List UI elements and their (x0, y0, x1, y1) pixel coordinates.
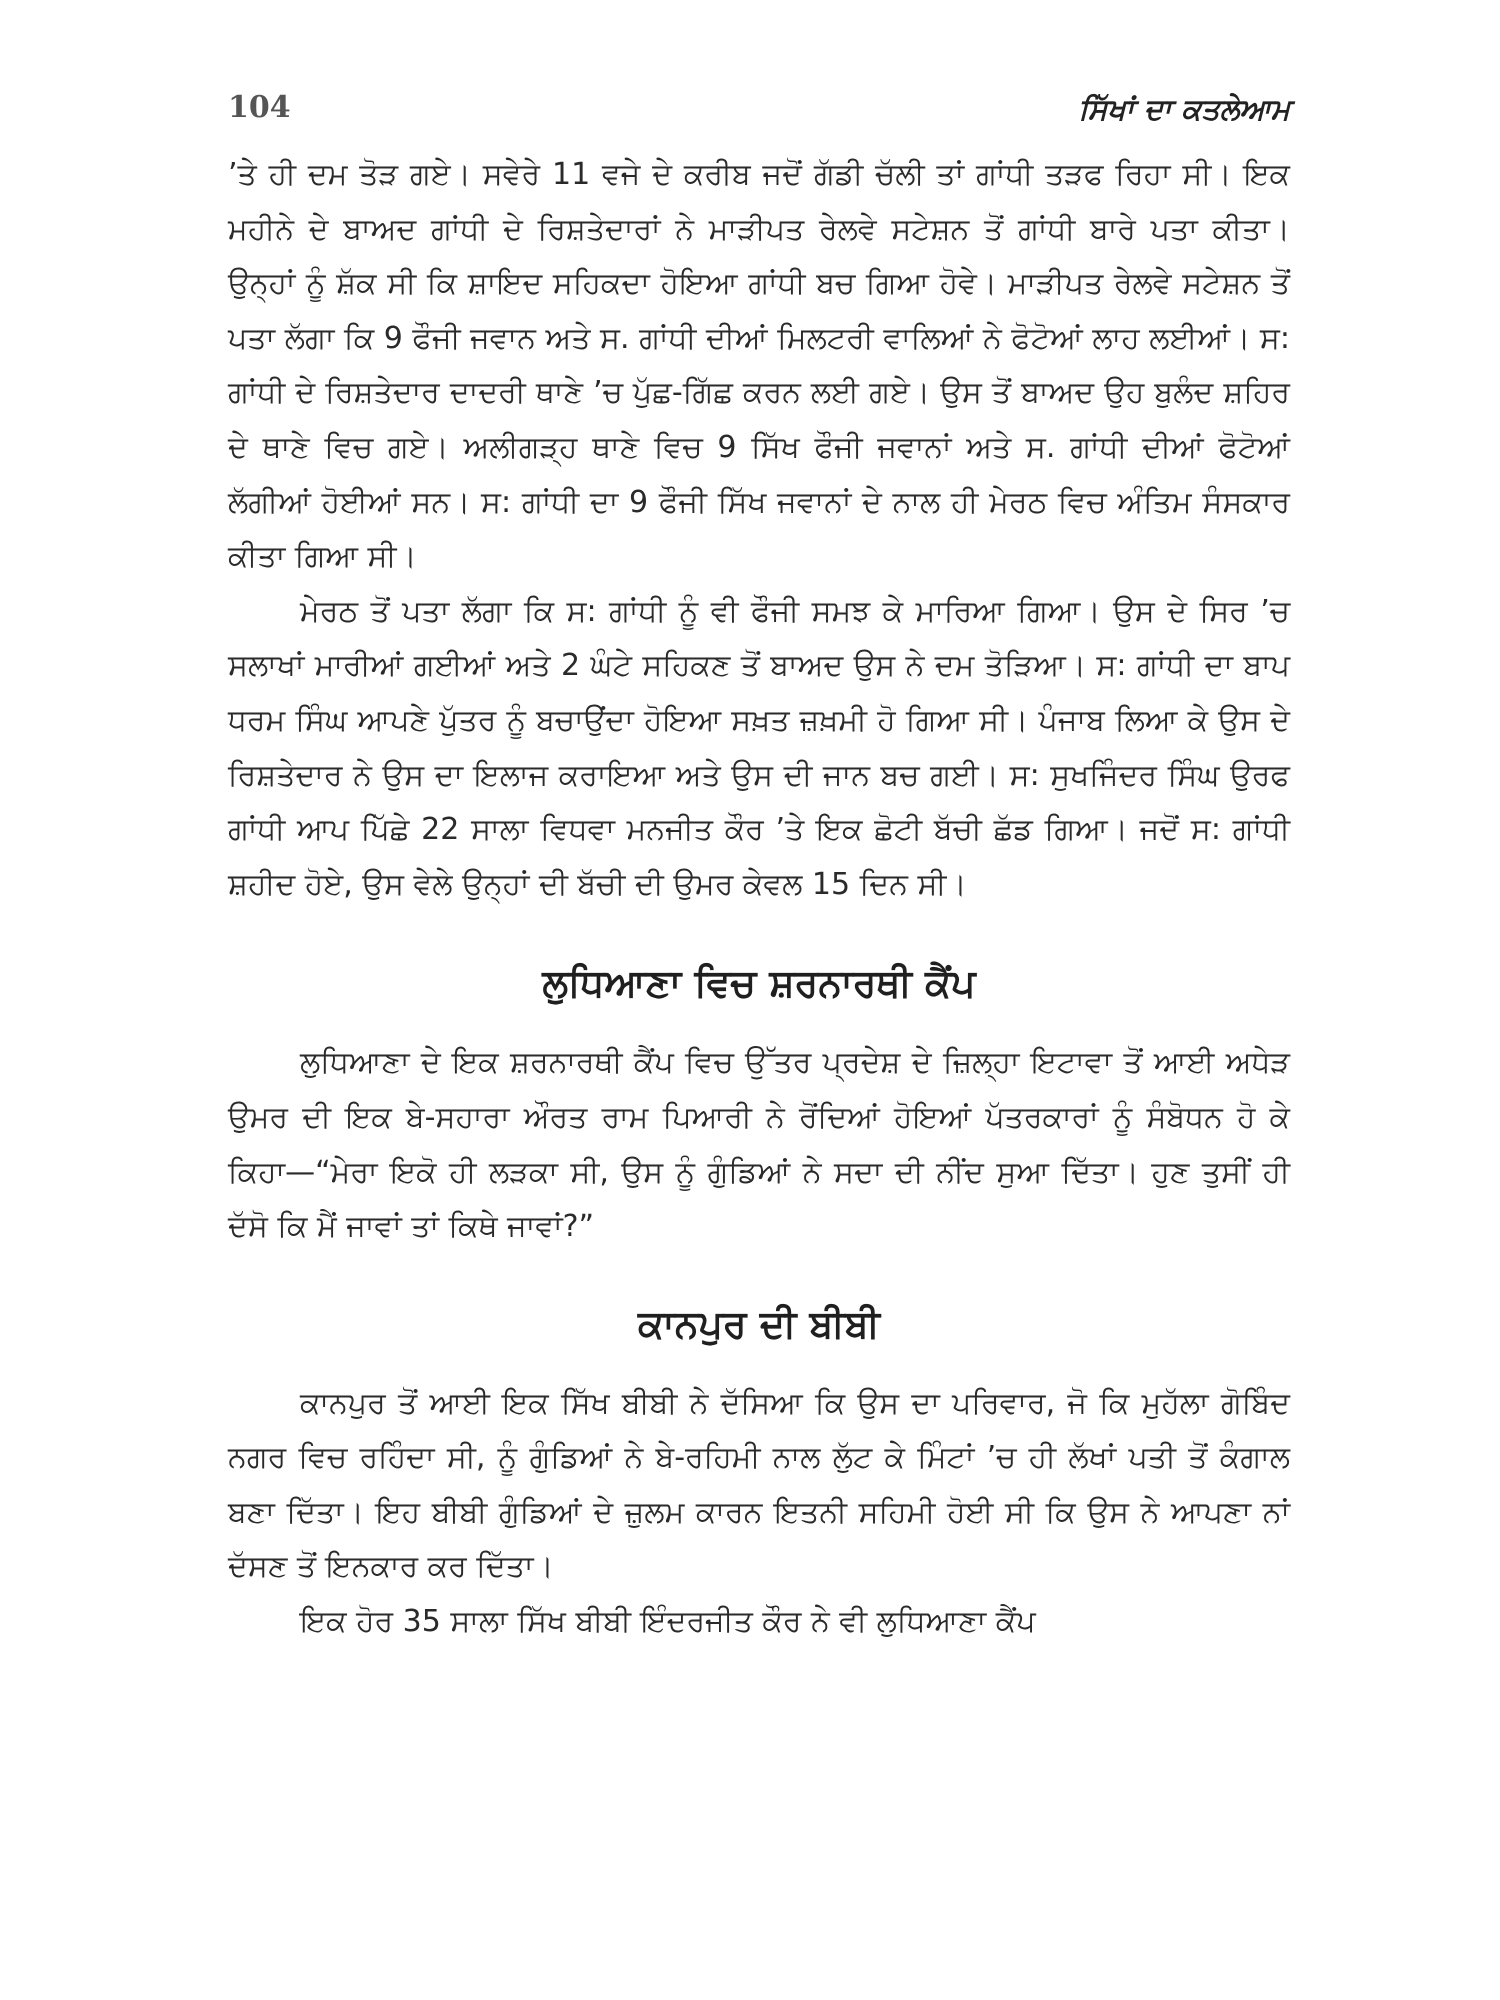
section-heading-kanpur-bibi: ਕਾਨਪੁਰ ਦੀ ਬੀਬੀ (638, 1301, 880, 1346)
page-body (228, 148, 1290, 1650)
page-header (228, 90, 1290, 140)
section-heading-ludhiana-camp: ਲੁਧਿਆਣਾ ਵਿਚ ਸ਼ਰਨਾਰਥੀ ਕੈਂਪ (542, 961, 976, 1006)
paragraph-1: ’ਤੇ ਹੀ ਦਮ ਤੋੜ ਗਏ। ਸਵੇਰੇ 11 ਵਜੇ ਦੇ ਕਰੀਬ ਜਦੋਂ ਗੱਡੀ ਚੱਲੀ ਤਾਂ ਗਾਂਧੀ ਤੜਫ ਰਿਹਾ ਸੀ। ਇਕ ਮਹੀਨੇ ਦੇ ਬਾਅਦ ਗਾਂਧੀ ਦੇ ਰਿਸ਼ਤੇਦਾਰਾਂ ਨੇ ਮਾੜੀਪਤ ਰੇਲਵੇ ਸਟੇਸ਼ਨ ਤੋਂ ਗਾਂਧੀ ਬਾਰੇ ਪਤਾ ਕੀਤਾ। ਉਨ੍ਹਾਂ ਨੂੰ ਸ਼ੱਕ ਸੀ ਕਿ ਸ਼ਾਇਦ ਸਹਿਕਦਾ ਹੋਇਆ ਗਾਂਧੀ ਬਚ ਗਿਆ ਹੋਵੇ। ਮਾੜੀਪਤ ਰੇਲਵੇ ਸਟੇਸ਼ਨ ਤੋਂ ਪਤਾ ਲੱਗਾ ਕਿ 9 ਫੌਜੀ ਜਵਾਨ ਅਤੇ ਸ. ਗਾਂਧੀ ਦੀਆਂ ਮਿਲਟਰੀ ਵਾਲਿਆਂ ਨੇ ਫੋਟੋਆਂ ਲਾਹ ਲਈਆਂ। ਸ: ਗਾਂਧੀ ਦੇ ਰਿਸ਼ਤੇਦਾਰ ਦਾਦਰੀ ਥਾਣੇ ’ਚ ਪੁੱਛ-ਗਿੱਛ ਕਰਨ ਲਈ ਗਏ। ਉਸ ਤੋਂ ਬਾਅਦ ਉਹ ਬੁਲੰਦ ਸ਼ਹਿਰ ਦੇ ਥਾਣੇ ਵਿਚ ਗਏ। ਅਲੀਗੜ੍ਹ ਥਾਣੇ ਵਿਚ 9 ਸਿੱਖ ਫੌਜੀ ਜਵਾਨਾਂ ਅਤੇ ਸ. ਗਾਂਧੀ ਦੀਆਂ ਫੋਟੋਆਂ ਲੱਗੀਆਂ ਹੋਈਆਂ ਸਨ। ਸ: ਗਾਂਧੀ ਦਾ 9 ਫੌਜੀ ਸਿੱਖ ਜਵਾਨਾਂ ਦੇ ਨਾਲ ਹੀ ਮੇਰਠ ਵਿਚ ਅੰਤਿਮ ਸੰਸਕਾਰ ਕੀਤਾ ਗਿਆ ਸੀ। (228, 157, 1290, 575)
paragraph-3: ਲੁਧਿਆਣਾ ਦੇ ਇਕ ਸ਼ਰਨਾਰਥੀ ਕੈਂਪ ਵਿਚ ਉੱਤਰ ਪ੍ਰਦੇਸ਼ ਦੇ ਜ਼ਿਲ੍ਹਾ ਇਟਾਵਾ ਤੋਂ ਆਈ ਅਧੇੜ ਉਮਰ ਦੀ ਇਕ ਬੇ-ਸਹਾਰਾ ਔਰਤ ਰਾਮ ਪਿਆਰੀ ਨੇ ਰੋਂਦਿਆਂ ਹੋਇਆਂ ਪੱਤਰਕਾਰਾਂ ਨੂੰ ਸੰਬੋਧਨ ਹੋ ਕੇ ਕਿਹਾ—“ਮੇਰਾ ਇਕੋ ਹੀ ਲੜਕਾ ਸੀ, ਉਸ ਨੂੰ ਗੁੰਡਿਆਂ ਨੇ ਸਦਾ ਦੀ ਨੀਂਦ ਸੁਆ ਦਿੱਤਾ। ਹੁਣ ਤੁਸੀਂ ਹੀ ਦੱਸੋ ਕਿ ਮੈਂ ਜਾਵਾਂ ਤਾਂ ਕਿਥੇ ਜਾਵਾਂ?” (228, 1045, 1290, 1245)
paragraph-2: ਮੇਰਠ ਤੋਂ ਪਤਾ ਲੱਗਾ ਕਿ ਸ: ਗਾਂਧੀ ਨੂੰ ਵੀ ਫੌਜੀ ਸਮਝ ਕੇ ਮਾਰਿਆ ਗਿਆ। ਉਸ ਦੇ ਸਿਰ ’ਚ ਸਲਾਖਾਂ ਮਾਰੀਆਂ ਗਈਆਂ ਅਤੇ 2 ਘੰਟੇ ਸਹਿਕਣ ਤੋਂ ਬਾਅਦ ਉਸ ਨੇ ਦਮ ਤੋੜਿਆ। ਸ: ਗਾਂਧੀ ਦਾ ਬਾਪ ਧਰਮ ਸਿੰਘ ਆਪਣੇ ਪੁੱਤਰ ਨੂੰ ਬਚਾਉਂਦਾ ਹੋਇਆ ਸਖ਼ਤ ਜ਼ਖ਼ਮੀ ਹੋ ਗਿਆ ਸੀ। ਪੰਜਾਬ ਲਿਆ ਕੇ ਉਸ ਦੇ ਰਿਸ਼ਤੇਦਾਰ ਨੇ ਉਸ ਦਾ ਇਲਾਜ ਕਰਾਇਆ ਅਤੇ ਉਸ ਦੀ ਜਾਨ ਬਚ ਗਈ। ਸ: ਸੁਖਜਿੰਦਰ ਸਿੰਘ ਉਰਫ ਗਾਂਧੀ ਆਪ ਪਿੱਛੇ 22 ਸਾਲਾ ਵਿਧਵਾ ਮਨਜੀਤ ਕੌਰ ’ਤੇ ਇਕ ਛੋਟੀ ਬੱਚੀ ਛੱਡ ਗਿਆ। ਜਦੋਂ ਸ: ਗਾਂਧੀ ਸ਼ਹੀਦ ਹੋਏ, ਉਸ ਵੇਲੇ ਉਨ੍ਹਾਂ ਦੀ ਬੱਚੀ ਦੀ ਉਮਰ ਕੇਵਲ 15 ਦਿਨ ਸੀ। (228, 593, 1290, 902)
paragraph-4: ਕਾਨਪੁਰ ਤੋਂ ਆਈ ਇਕ ਸਿੱਖ ਬੀਬੀ ਨੇ ਦੱਸਿਆ ਕਿ ਉਸ ਦਾ ਪਰਿਵਾਰ, ਜੋ ਕਿ ਮੁਹੱਲਾ ਗੋਬਿੰਦ ਨਗਰ ਵਿਚ ਰਹਿੰਦਾ ਸੀ, ਨੂੰ ਗੁੰਡਿਆਂ ਨੇ ਬੇ-ਰਹਿਮੀ ਨਾਲ ਲੁੱਟ ਕੇ ਮਿੰਟਾਂ ’ਚ ਹੀ ਲੱਖਾਂ ਪਤੀ ਤੋਂ ਕੰਗਾਲ ਬਣਾ ਦਿੱਤਾ। ਇਹ ਬੀਬੀ ਗੁੰਡਿਆਂ ਦੇ ਜ਼ੁਲਮ ਕਾਰਨ ਇਤਨੀ ਸਹਿਮੀ ਹੋਈ ਸੀ ਕਿ ਉਸ ਨੇ ਆਪਣਾ ਨਾਂ ਦੱਸਣ ਤੋਂ ਇਨਕਾਰ ਕਰ ਦਿੱਤਾ। (228, 1385, 1290, 1585)
paragraph-5: ਇਕ ਹੋਰ 35 ਸਾਲਾ ਸਿੱਖ ਬੀਬੀ ਇੰਦਰਜੀਤ ਕੌਰ ਨੇ ਵੀ ਲੁਧਿਆਣਾ ਕੈਂਪ (300, 1604, 1036, 1640)
page-number: 104 (228, 90, 291, 125)
running-title: ਸਿੱਖਾਂ ਦਾ ਕਤਲੇਆਮ (1078, 92, 1290, 126)
